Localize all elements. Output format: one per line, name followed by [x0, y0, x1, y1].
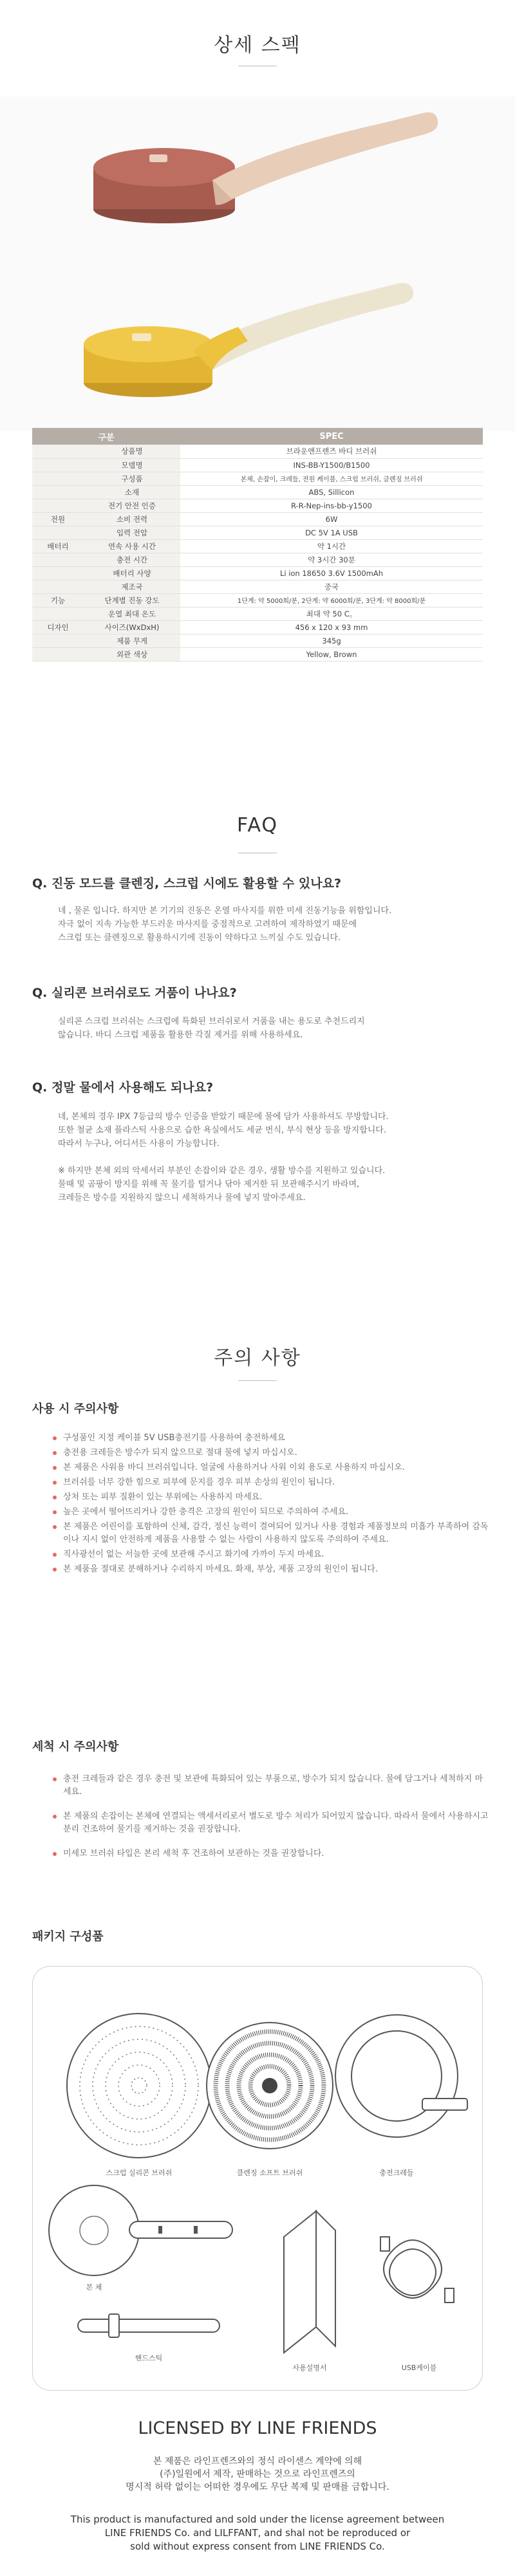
spec-value: 중국	[180, 580, 483, 593]
spec-item: 연속 사용 시간	[84, 539, 180, 553]
list-item: 본 제품은 어린이를 포함하여 신체, 감각, 정신 능력이 결여되어 있거나 사용 경험과 제품정보의 미흡가 부족하여 감독이나 지시 없이 안전하게 제품을 사용할 수 없는 사람이 사용하지 않도록 주의하여 주세요.	[52, 1521, 489, 1546]
usage-caution-list	[52, 1432, 489, 1578]
spec-cat	[32, 647, 84, 661]
spec-cat	[32, 445, 84, 458]
caution-title-divider	[238, 1380, 277, 1381]
spec-item: 사이즈(WxDxH)	[84, 620, 180, 634]
spec-cat: 배터리	[32, 539, 84, 553]
table-row	[32, 634, 483, 647]
list-item: 충전 크레들과 같은 경우 충전 및 보관에 특화되어 있는 부품으로, 방수가 되지 않습니다. 물에 담그거나 세척하지 마세요.	[52, 1773, 489, 1799]
spec-cat	[32, 526, 84, 539]
table-row	[32, 485, 483, 499]
table-row	[32, 526, 483, 539]
spec-item: 제품 무게	[84, 634, 180, 647]
license-english-text: This product is manufactured and sold under the license agreement between LINE FRIENDS Co. and LILFFANT, and shal not be reproduced or sold without express consent from LINE FRIENDS Co.	[70, 2514, 445, 2552]
wash-caution-title: 세척 시 주의사항	[32, 1740, 119, 1754]
yellow-brush-unit	[84, 283, 413, 397]
list-item: 본 제품을 절대로 분해하거나 수리하지 마세요. 화재, 부상, 제품 고장의 원인이 됩니다.	[52, 1563, 489, 1576]
spec-value: Li ion 18650 3.6V 1500mAh	[180, 566, 483, 580]
table-row	[32, 593, 483, 607]
license-korean-text: 본 제품은 라인프렌즈와의 정식 라이센스 계약에 의해 (주)일원에서 제작, 판매하는 것으로 라인프렌즈의 명시적 허락 없이는 어떠한 경우에도 무단 복제 및 판매를 금합니다.	[126, 2456, 389, 2492]
scrub-brush-label: 스크럽 실리콘 브러쉬	[106, 2169, 173, 2177]
spec-value: ABS, Sillicon	[180, 485, 483, 499]
spec-table-header	[32, 428, 483, 445]
spec-item: 구성품	[84, 472, 180, 485]
faq-answer-2: 실리콘 스크럽 브러쉬는 스크럽에 특화된 브러쉬로서 거품을 내는 용도로 추천드리지 않습니다. 바디 스크럽 제품을 활용한 각질 제거를 위해 사용하세요.	[58, 1017, 365, 1040]
scrub-brush-illustration	[67, 2014, 211, 2158]
spec-item: 소비 전력	[84, 512, 180, 526]
table-row	[32, 580, 483, 593]
spec-title: 상세 스펙	[214, 34, 301, 57]
package-title: 패키지 구성품	[32, 1930, 104, 1943]
usb-cable-label: USB케이블	[401, 2364, 437, 2372]
table-row	[32, 512, 483, 526]
cradle-illustration	[335, 2015, 467, 2137]
table-row	[32, 647, 483, 661]
cradle-label: 충전크레들	[379, 2169, 414, 2177]
manual-label: 사용설명서	[292, 2364, 327, 2372]
license-title: LICENSED BY LINE FRIENDS	[138, 2418, 377, 2438]
spec-cat	[32, 580, 84, 593]
hand-stick-illustration	[78, 2314, 220, 2337]
spec-item: 운열 최대 온도	[84, 607, 180, 620]
spec-cat	[32, 472, 84, 485]
wash-caution-list	[52, 1773, 489, 1862]
brown-brush-unit	[93, 113, 438, 223]
spec-value: DC 5V 1A USB	[180, 526, 483, 539]
list-item: 충전용 크레들은 방수가 되지 않으므로 절대 물에 넣지 마십시오.	[52, 1447, 489, 1459]
manual-illustration	[284, 2211, 335, 2353]
spec-cat: 전원	[32, 512, 84, 526]
spec-item: 단계별 진동 강도	[84, 593, 180, 607]
main-body-label: 본 체	[86, 2283, 102, 2292]
faq-question-2: Q. 실리콘 브러쉬로도 거품이 나나요?	[32, 986, 237, 1000]
spec-cat	[32, 553, 84, 566]
list-item: 본 제품은 사워용 바디 브러쉬입니다. 얼굴에 사용하거나 사워 이외 용도로 사용하지 마십시오.	[52, 1461, 489, 1474]
spec-item: 상품명	[84, 445, 180, 458]
table-row	[32, 620, 483, 634]
spec-value: 브라운앤프렌즈 바디 브러쉬	[180, 445, 483, 458]
spec-cat	[32, 634, 84, 647]
spec-cat	[32, 607, 84, 620]
table-row	[32, 566, 483, 580]
spec-cat	[32, 566, 84, 580]
spec-cat: 디자인	[32, 620, 84, 634]
product-illustration	[0, 97, 515, 431]
spec-value: 최대 약 50 C。	[180, 607, 483, 620]
spec-header-category: 구분	[32, 428, 180, 445]
table-row	[32, 445, 483, 458]
spec-item: 모델명	[84, 458, 180, 472]
spec-item: 배터리 사양	[84, 566, 180, 580]
usb-cable-illustration	[380, 2237, 454, 2303]
spec-value: 약 3시간 30분	[180, 553, 483, 566]
faq-question-3: Q. 정말 물에서 사용해도 되나요?	[32, 1080, 214, 1095]
table-row	[32, 472, 483, 485]
package-illustration	[33, 1967, 483, 2391]
spec-item: 입력 전압	[84, 526, 180, 539]
spec-value: 345g	[180, 634, 483, 647]
table-row	[32, 458, 483, 472]
list-item: 높은 곳에서 떨어뜨리거나 강한 충격은 고장의 원인이 되므로 주의하여 주세요.	[52, 1506, 489, 1519]
spec-item: 충전 시간	[84, 553, 180, 566]
spec-item: 외관 색상	[84, 647, 180, 661]
table-row	[32, 607, 483, 620]
cleansing-brush-illustration	[207, 2023, 333, 2149]
spec-item: 제조국	[84, 580, 180, 593]
spec-value: 약 1시간	[180, 539, 483, 553]
spec-item: 전기 안전 인증	[84, 499, 180, 512]
table-row	[32, 553, 483, 566]
spec-cat	[32, 499, 84, 512]
table-row	[32, 499, 483, 512]
faq-question-1: Q. 진동 모드를 클렌징, 스크럽 시에도 활용할 수 있나요?	[32, 876, 341, 891]
faq-title: FAQ	[236, 814, 279, 837]
hand-stick-label: 핸드스틱	[135, 2354, 163, 2362]
spec-value: 456 x 120 x 93 mm	[180, 620, 483, 634]
faq-answer-1: 네 , 물론 입니다. 하지만 본 기기의 진동은 온열 마사지를 위한 미세 진동기능을 위함입니다. 자극 없이 지속 가능한 부드러운 마사지를 중점적으로 고려하여 제작하였기 때문에 스크럽 또는 클렌징으로 활용하시기에 진동이 약하다고 느끼실 수도 있습니다.	[58, 906, 392, 943]
list-item: 구성품인 지정 케이블 5V USB충전기를 사용하여 충전하세요	[52, 1432, 489, 1445]
spec-value: R-R-Nep-ins-bb-y1500	[180, 499, 483, 512]
spec-value: 6W	[180, 512, 483, 526]
usage-caution-title: 사용 시 주의사항	[32, 1402, 119, 1416]
list-item: 상처 또는 피부 질환이 있는 부위에는 사용하지 마세요.	[52, 1491, 489, 1504]
list-item: 본 제품의 손잡이는 본체에 연결되는 액세서리로서 별도로 방수 처리가 되어있지 않습니다. 따라서 물에서 사용하시고 분리 건조하여 물기를 제거하는 것을 권장합니다.	[52, 1810, 489, 1836]
spec-cat	[32, 458, 84, 472]
list-item: 브러쉬를 너무 강한 힘으로 피부에 문지를 경우 피부 손상의 원인이 됩니다.	[52, 1476, 489, 1489]
spec-value: INS-BB-Y1500/B1500	[180, 458, 483, 472]
spec-value: Yellow, Brown	[180, 647, 483, 661]
package-contents-box	[32, 1966, 483, 2391]
spec-item: 소재	[84, 485, 180, 499]
cleansing-brush-label: 클렌징 소프트 브러쉬	[236, 2169, 303, 2177]
spec-table	[32, 428, 483, 662]
caution-title: 주의 사항	[214, 1347, 301, 1369]
faq-answer-3: 네, 본체의 경우 IPX 7등급의 방수 인증을 받았기 때문에 물에 담가 사용하셔도 무방합니다. 또한 철균 소재 플라스틱 사용으로 습한 욕실에서도 세균 번식, 부식 현상 등을 방지합니다. 따라서 누구나, 어디서든 사용이 가능합니다. ※ 하지만 본체 외의 악세서리 부분인 손잡이와 같은 경우, 생활 방수를 지원하고 있습니다. 물때 및 곰팡이 방지를 위해 꼭 물기를 털거나 닦아 제거한 뒤 보관해주시기 바라며, 크레들은 방수를 지원하지 않으니 세척하거나 물에 넣지 말아주세요.	[58, 1112, 389, 1203]
spec-header-spec: SPEC	[180, 428, 483, 445]
spec-cat	[32, 485, 84, 499]
spec-value: 본체, 손잡이, 크레들, 전원 케이블, 스크럽 브러쉬, 클렌징 브러쉬	[180, 472, 483, 485]
list-item: 직사광선이 없는 서늘한 곳에 보관해 주시고 화기에 가까이 두지 마세요.	[52, 1548, 489, 1561]
spec-cat: 기능	[32, 593, 84, 607]
main-body-illustration	[49, 2185, 232, 2275]
spec-value: 1단계: 약 5000회/분, 2단계: 약 6000회/분, 3단계: 약 8000회/분	[180, 593, 483, 607]
table-row	[32, 539, 483, 553]
product-image-area	[0, 97, 515, 431]
list-item: 미세모 브러쉬 타입은 본리 세척 후 건조하여 보관하는 것을 권장합니다.	[52, 1848, 489, 1860]
